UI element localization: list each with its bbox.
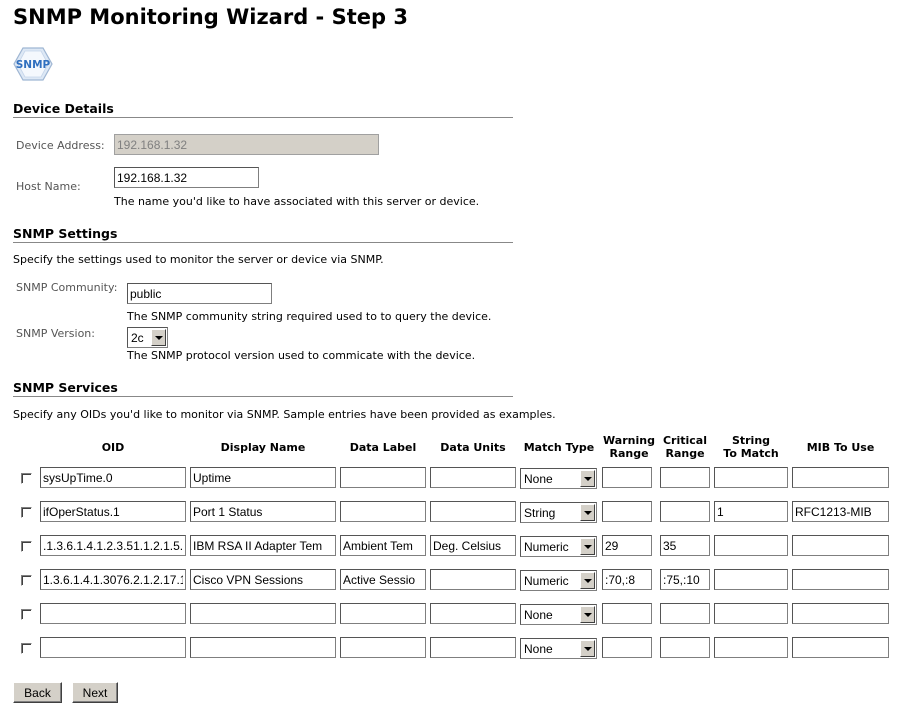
critical-input[interactable] [660,637,710,658]
data-label-input[interactable] [340,637,426,658]
row-checkbox[interactable] [21,507,32,518]
data-units-input[interactable] [430,569,516,590]
chevron-down-icon[interactable] [580,572,595,589]
mib-input[interactable] [792,535,889,556]
next-button[interactable]: Next [72,682,118,703]
snmp-version-description: The SNMP protocol version used to commicate with the device. [127,349,476,362]
snmp-settings-title: SNMP Settings [13,226,513,243]
mib-input[interactable] [792,637,889,658]
row-checkbox[interactable] [21,541,32,552]
oid-input[interactable] [40,467,186,488]
host-name-input[interactable] [114,167,259,188]
display-name-input[interactable] [190,603,336,624]
chevron-down-icon[interactable] [580,470,595,487]
match-type-select[interactable] [520,570,597,591]
string-input[interactable] [714,603,788,624]
match-type-value: None [524,608,553,622]
column-header-critical-range [656,434,714,460]
warning-input[interactable] [602,467,652,488]
mib-input[interactable] [792,501,889,522]
match-type-value: Numeric [524,574,569,588]
device-address-input [114,134,379,155]
warning-input[interactable] [602,603,652,624]
match-type-select[interactable] [520,468,597,489]
row-checkbox[interactable] [21,473,32,484]
critical-input[interactable] [660,535,710,556]
critical-input[interactable] [660,569,710,590]
string-input[interactable] [714,535,788,556]
critical-input[interactable] [660,467,710,488]
column-header-warning-line1: Warning [603,434,655,447]
column-header-mib: MIB To Use [806,441,875,454]
column-header-data-units: Data Units [440,441,506,454]
column-header-display-name: Display Name [220,441,306,454]
string-input[interactable] [714,501,788,522]
string-input[interactable] [714,637,788,658]
chevron-down-icon[interactable] [580,606,595,623]
snmp-logo-text: SNMP [15,59,51,71]
column-header-string-line2: To Match [723,447,779,460]
snmp-logo-icon [13,46,53,82]
column-header-critical-line1: Critical [662,434,707,447]
display-name-input[interactable] [190,501,336,522]
column-header-critical-line2: Range [665,447,705,460]
data-label-input[interactable] [340,535,426,556]
host-name-description: The name you'd like to have associated with this server or device. [114,195,480,208]
match-type-value: None [524,642,553,656]
snmp-services-intro: Specify any OIDs you'd like to monitor via SNMP. Sample entries have been provided as examples. [13,408,556,421]
critical-input[interactable] [660,501,710,522]
data-units-input[interactable] [430,637,516,658]
row-checkbox[interactable] [21,643,32,654]
mib-input[interactable] [792,603,889,624]
data-label-input[interactable] [340,467,426,488]
data-label-input[interactable] [340,569,426,590]
match-type-value: Numeric [524,540,569,554]
column-header-string-line1: String [731,434,771,447]
data-units-input[interactable] [430,467,516,488]
snmp-version-value: 2c [131,331,144,345]
chevron-down-icon[interactable] [580,640,595,657]
string-input[interactable] [714,569,788,590]
device-address-label: Device Address: [16,139,105,152]
match-type-select[interactable] [520,638,597,659]
data-units-input[interactable] [430,535,516,556]
column-header-warning-range [600,434,658,460]
match-type-select[interactable] [520,536,597,557]
device-details-title: Device Details [13,101,513,118]
display-name-input[interactable] [190,569,336,590]
oid-input[interactable] [40,569,186,590]
match-type-select[interactable] [520,604,597,625]
display-name-input[interactable] [190,467,336,488]
oid-input[interactable] [40,603,186,624]
chevron-down-icon[interactable] [580,504,595,521]
column-header-data-label: Data Label [349,441,417,454]
chevron-down-icon[interactable] [151,329,166,346]
data-units-input[interactable] [430,501,516,522]
snmp-community-input[interactable] [127,283,272,304]
row-checkbox[interactable] [21,609,32,620]
oid-input[interactable] [40,501,186,522]
back-button[interactable]: Back [13,682,62,703]
snmp-settings-intro: Specify the settings used to monitor the server or device via SNMP. [13,253,384,266]
data-label-input[interactable] [340,603,426,624]
match-type-value: String [524,506,556,520]
warning-input[interactable] [602,501,652,522]
host-name-label: Host Name: [16,180,81,193]
display-name-input[interactable] [190,535,336,556]
warning-input[interactable] [602,569,652,590]
match-type-select[interactable] [520,502,597,523]
row-checkbox[interactable] [21,575,32,586]
critical-input[interactable] [660,603,710,624]
warning-input[interactable] [602,637,652,658]
string-input[interactable] [714,467,788,488]
snmp-services-title: SNMP Services [13,380,513,397]
snmp-community-description: The SNMP community string required used to to query the device. [127,310,492,323]
column-header-match-type: Match Type [523,441,595,454]
snmp-version-label: SNMP Version: [16,327,95,340]
snmp-version-select[interactable] [127,327,168,348]
display-name-input[interactable] [190,637,336,658]
page-title: SNMP Monitoring Wizard - Step 3 [13,5,408,29]
column-header-string-to-match [714,434,788,460]
chevron-down-icon[interactable] [580,538,595,555]
oid-input[interactable] [40,535,186,556]
oid-input[interactable] [40,637,186,658]
mib-input[interactable] [792,569,889,590]
match-type-value: None [524,472,553,486]
data-units-input[interactable] [430,603,516,624]
column-header-warning-line2: Range [609,447,649,460]
snmp-community-label: SNMP Community: [16,281,118,294]
data-label-input[interactable] [340,501,426,522]
column-header-oid: OID [101,441,125,454]
mib-input[interactable] [792,467,889,488]
warning-input[interactable] [602,535,652,556]
